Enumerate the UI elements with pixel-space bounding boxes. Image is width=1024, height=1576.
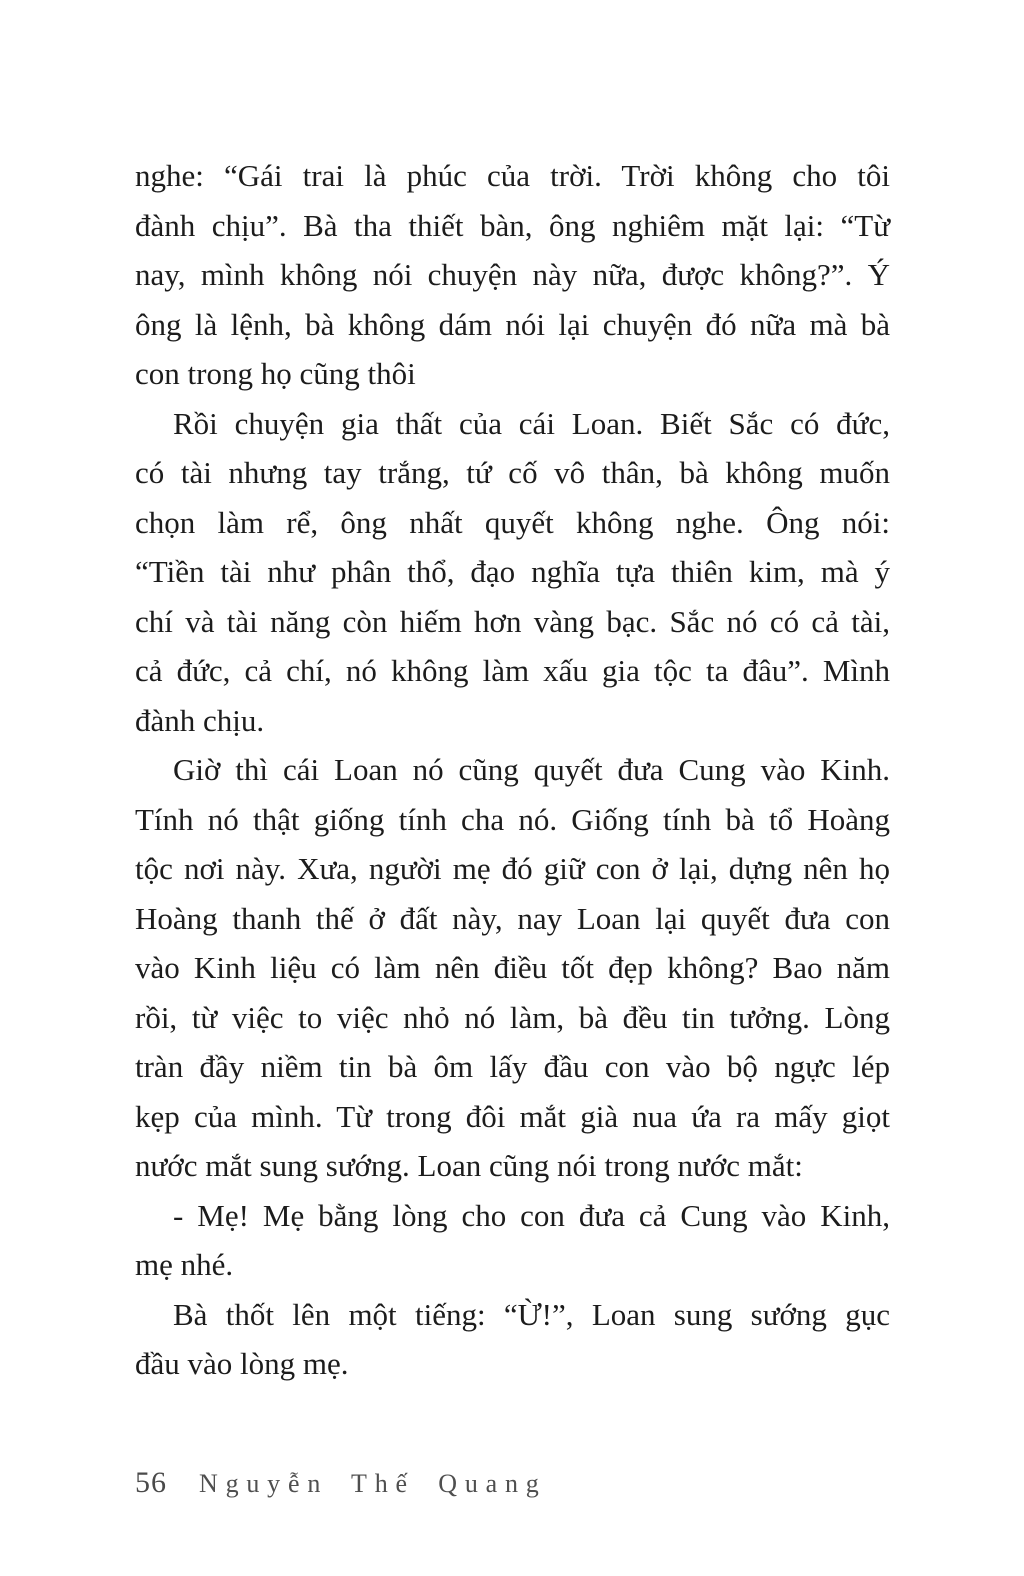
text-line: rồi, từ việc to việc nhỏ nó làm, bà đều tin tưởng. Lòng — [135, 999, 890, 1035]
text-line: nước mắt sung sướng. Loan cũng nói trong nước mắt: — [135, 1148, 803, 1183]
text-line: có tài nhưng tay trắng, tứ cố vô thân, bà không muốn — [135, 455, 890, 490]
text-line: Giờ thì cái Loan nó cũng quyết đưa Cung vào Kinh. — [173, 752, 890, 787]
text-line: Rồi chuyện gia thất của cái Loan. Biết Sắc có đức, — [173, 405, 890, 441]
text-line: vào Kinh liệu có làm nên điều tốt đẹp không? Bao năm — [135, 950, 890, 985]
text-line: - Mẹ! Mẹ bằng lòng cho con đưa cả Cung vào Kinh, — [173, 1197, 890, 1233]
text-line: Bà thốt lên một tiếng: “Ừ!”, Loan sung sướng gục — [173, 1296, 890, 1332]
text-line: đầu vào lòng mẹ. — [135, 1346, 349, 1381]
text-line: chí và tài năng còn hiếm hơn vàng bạc. Sắc nó có cả tài, — [135, 603, 890, 639]
text-line: Hoàng thanh thế ở đất này, nay Loan lại quyết đưa con — [135, 900, 890, 936]
page-number: 56 — [135, 1466, 167, 1499]
author-name: Nguyễn Thế Quang — [199, 1469, 547, 1498]
text-line: kẹp của mình. Từ trong đôi mắt già nua ứa ra mấy giọt — [135, 1098, 890, 1134]
body-text — [135, 151, 890, 1389]
text-line: nay, mình không nói chuyện này nữa, được không?”. Ý — [135, 257, 890, 292]
text-line: mẹ nhé. — [135, 1247, 234, 1282]
text-line: Tính nó thật giống tính cha nó. Giống tính bà tổ Hoàng — [135, 801, 890, 837]
text-line: đành chịu. — [135, 702, 265, 738]
text-line: cả đức, cả chí, nó không làm xấu gia tộc ta đâu”. Mình — [135, 653, 890, 688]
text-line: nghe: “Gái trai là phúc của trời. Trời không cho tôi — [135, 158, 890, 193]
text-line: tộc nơi này. Xưa, người mẹ đó giữ con ở lại, dựng nên họ — [135, 851, 890, 886]
text-line: “Tiền tài như phân thổ, đạo nghĩa tựa thiên kim, mà ý — [135, 554, 890, 589]
text-line: đành chịu”. Bà tha thiết bàn, ông nghiêm mặt lại: “Từ — [135, 207, 890, 243]
page-footer — [135, 1466, 890, 1500]
text-line: tràn đầy niềm tin bà ôm lấy đầu con vào bộ ngực lép — [135, 1049, 890, 1084]
text-line: chọn làm rể, ông nhất quyết không nghe. Ông nói: — [135, 504, 890, 540]
text-line: con trong họ cũng thôi — [135, 356, 416, 391]
text-line: ông là lệnh, bà không dám nói lại chuyện đó nữa mà bà — [135, 306, 890, 342]
